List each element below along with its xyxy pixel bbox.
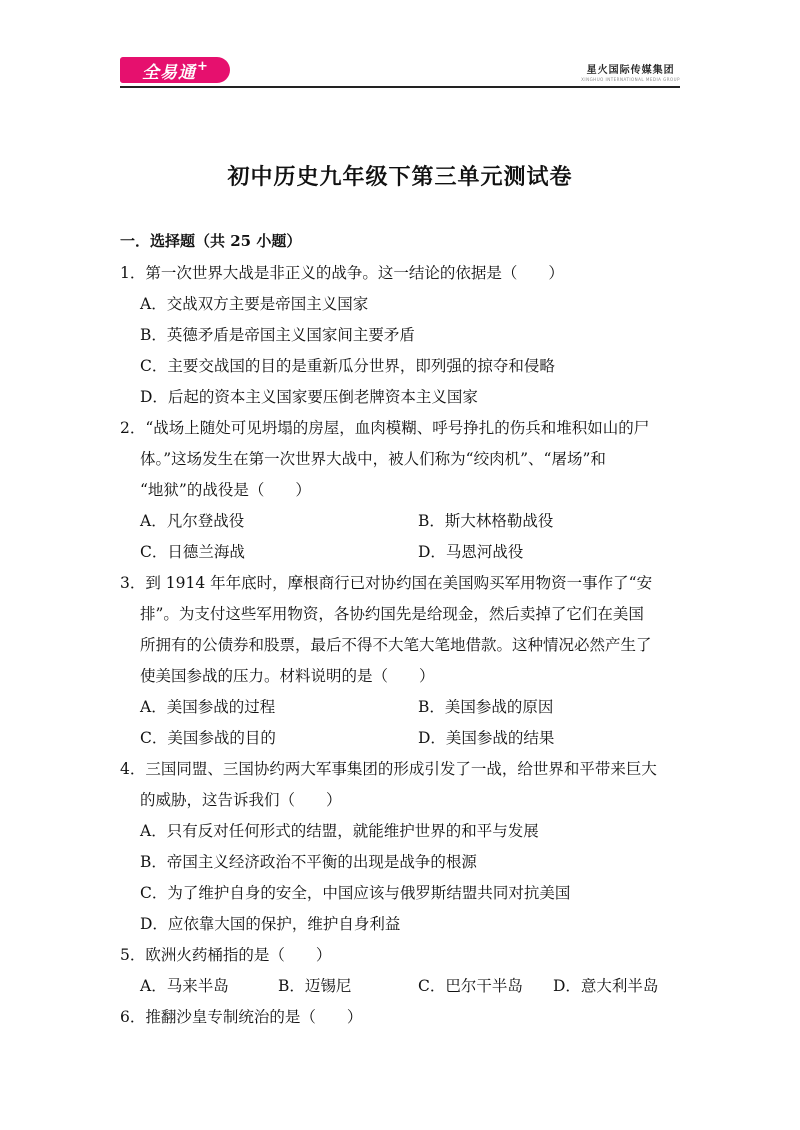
question-1-option-c: C．主要交战国的目的是重新瓜分世界，即列强的掠夺和侵略	[140, 357, 555, 375]
question-4-option-d: D．应依靠大国的保护，维护自身利益	[140, 915, 401, 933]
question-5-option-c: C．巴尔干半岛	[418, 977, 523, 995]
question-2-option-c: C．日德兰海战	[140, 543, 245, 561]
question-1-stem: 1．第一次世界大战是非正义的战争。这一结论的依据是（ ）	[120, 264, 564, 282]
question-1-option-a: A．交战双方主要是帝国主义国家	[140, 295, 369, 313]
question-3-option-b: B．美国参战的原因	[418, 698, 554, 716]
header-rule	[120, 86, 680, 88]
question-5-stem: 5．欧洲火药桶指的是（ ）	[120, 946, 332, 964]
question-4-stem-line-1: 4．三国同盟、三国协约两大军事集团的形成引发了一战，给世界和平带来巨大	[120, 760, 657, 778]
question-2-option-b: B．斯大林格勒战役	[418, 512, 554, 530]
question-2-stem-line-1: 2．“战场上随处可见坍塌的房屋，血肉模糊、呼号挣扎的伤兵和堆积如山的尸	[120, 419, 650, 437]
question-3-option-c: C．美国参战的目的	[140, 729, 276, 747]
question-5-option-a: A．马来半岛	[140, 977, 229, 995]
question-4-option-b: B．帝国主义经济政治不平衡的出现是战争的根源	[140, 853, 477, 871]
section-heading: 一．选择题（共 25 小题）	[120, 232, 302, 250]
question-4-option-c: C．为了维护自身的安全，中国应该与俄罗斯结盟共同对抗美国	[140, 884, 571, 902]
question-5-option-d: D．意大利半岛	[553, 977, 659, 995]
page-title: 初中历史九年级下第三单元测试卷	[227, 164, 573, 190]
page-header	[120, 55, 680, 89]
logo-text: 全易通	[142, 62, 197, 83]
logo-plus: +	[197, 58, 208, 74]
question-5-option-b: B．迈锡尼	[278, 977, 352, 995]
question-4-stem-line-2: 的威胁，这告诉我们（ ）	[140, 791, 342, 809]
brand-logo	[120, 57, 230, 83]
question-3-option-d: D．美国参战的结果	[418, 729, 555, 747]
question-3-stem-line-4: 使美国参战的压力。材料说明的是（ ）	[140, 667, 435, 685]
question-2-stem-line-3: “地狱”的战役是（ ）	[140, 481, 311, 499]
question-1-option-d: D．后起的资本主义国家要压倒老牌资本主义国家	[140, 388, 478, 406]
question-3-stem-line-2: 排”。为支付这些军用物资，各协约国先是给现金，然后卖掉了它们在美国	[140, 605, 644, 623]
question-6-stem: 6．推翻沙皇专制统治的是（ ）	[120, 1008, 363, 1026]
question-3-stem-line-3: 所拥有的公债券和股票，最后不得不大笔大笔地借款。这种情况必然产生了	[140, 636, 652, 654]
question-2-option-d: D．马恩河战役	[418, 543, 524, 561]
question-1-option-b: B．英德矛盾是帝国主义国家间主要矛盾	[140, 326, 415, 344]
question-2-stem-line-2: 体。”这场发生在第一次世界大战中，被人们称为“绞肉机”、“屠场”和	[140, 450, 606, 468]
question-2-option-a: A．凡尔登战役	[140, 512, 245, 530]
question-3-option-a: A．美国参战的过程	[140, 698, 276, 716]
question-4-option-a: A．只有反对任何形式的结盟，就能维护世界的和平与发展	[140, 822, 539, 840]
publisher-name: 星火国际传媒集团	[586, 65, 675, 76]
publisher-subtitle: XINGHUO INTERNATIONAL MEDIA GROUP	[581, 77, 680, 82]
question-3-stem-line-1: 3．到 1914 年年底时，摩根商行已对协约国在美国购买军用物资一事作了“安	[120, 574, 653, 592]
publisher	[581, 61, 680, 82]
